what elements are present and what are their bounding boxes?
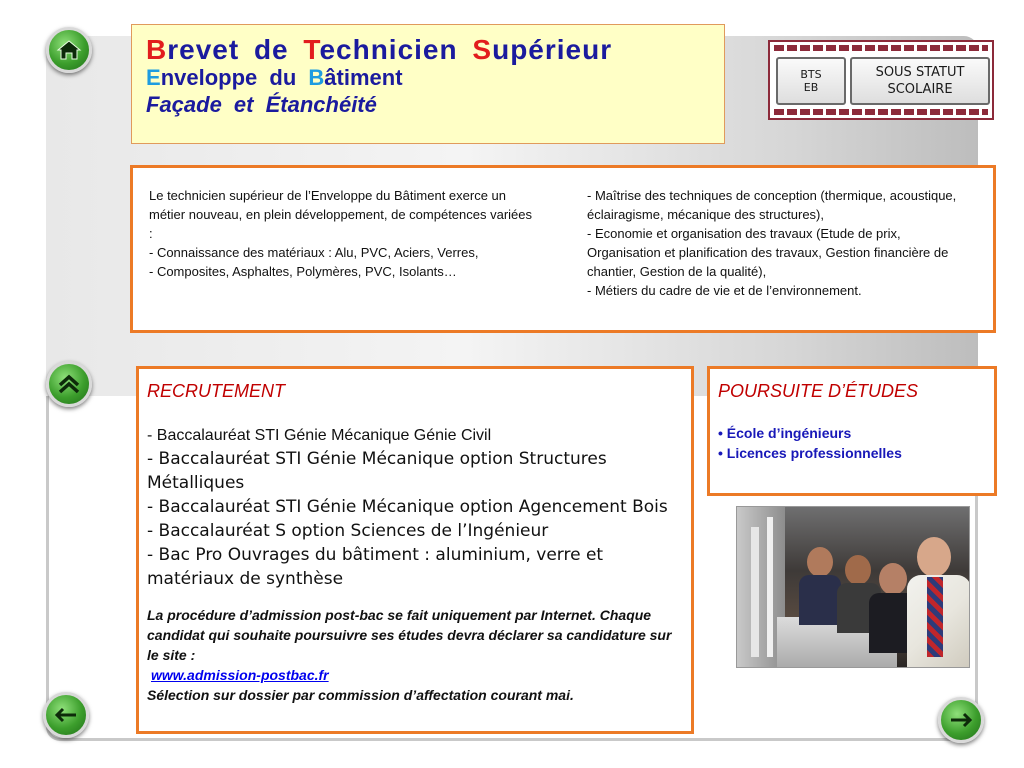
recrutement-item: - Baccalauréat STI Génie Mécanique option Agencement Bois <box>147 497 668 517</box>
film-strip-top <box>774 45 988 51</box>
title-line-1: Brevet de Technicien Supérieur <box>146 34 613 65</box>
next-button[interactable] <box>938 697 984 743</box>
intro-paragraph: Le technicien supérieur de l’Enveloppe du Bâtiment exerce un métier nouveau, en plein développement, de compétences variées : <box>149 188 533 241</box>
scroll-top-button[interactable] <box>46 361 92 407</box>
intro-right-column <box>587 186 977 312</box>
arrow-right-icon <box>947 706 975 734</box>
photo-pipe <box>751 527 759 657</box>
recrutement-item: - Baccalauréat STI Génie Mécanique Génie Civil <box>147 427 492 444</box>
photo-person-body <box>799 575 841 625</box>
poursuite-item: • École d’ingénieurs <box>718 425 852 441</box>
poursuite-etudes-box <box>707 366 997 496</box>
poursuite-list <box>718 423 986 463</box>
title-box <box>131 24 725 144</box>
workshop-photo <box>736 506 970 668</box>
recrutement-item: - Baccalauréat S option Sciences de l’Ingénieur <box>147 521 549 541</box>
program-badge <box>768 40 994 120</box>
bts-eb-badge: BTS EB <box>776 57 846 105</box>
double-chevron-up-icon <box>55 370 83 398</box>
admission-procedure-text: La procédure d’admission post-bac se fait uniquement par Internet. Chaque candidat qui souhaite poursuivre ses études devra déclarer sa candidature sur le site : <box>147 607 672 663</box>
intro-item: - Métiers du cadre de vie et de l’environnement. <box>587 283 862 298</box>
poursuite-item: • Licences professionnelles <box>718 445 902 461</box>
arrow-left-icon <box>52 701 80 729</box>
previous-button[interactable] <box>43 692 89 738</box>
title-line-3: Façade et Étanchéité <box>146 92 377 117</box>
photo-person <box>807 547 833 577</box>
selection-text: Sélection sur dossier par commission d’affectation courant mai. <box>147 687 574 703</box>
recrutement-item: - Baccalauréat STI Génie Mécanique option Structures Métalliques <box>147 449 607 493</box>
photo-person <box>845 555 871 585</box>
intro-item: - Connaissance des matériaux : Alu, PVC, Aciers, Verres, <box>149 245 479 260</box>
poursuite-heading: POURSUITE D’ÉTUDES <box>718 381 919 401</box>
photo-scarf <box>927 577 943 657</box>
statut-scolaire-badge: SOUS STATUT SCOLAIRE <box>850 57 990 105</box>
intro-box <box>130 165 996 333</box>
title-line-2: Enveloppe du Bâtiment <box>146 65 403 90</box>
film-strip-bottom <box>774 109 988 115</box>
home-button[interactable] <box>46 27 92 73</box>
home-icon <box>55 36 83 64</box>
photo-teacher <box>917 537 951 577</box>
intro-item: - Composites, Asphaltes, Polymères, PVC, Isolants… <box>149 264 457 279</box>
recrutement-box <box>136 366 694 734</box>
intro-item: - Maîtrise des techniques de conception (thermique, acoustique, éclairagisme, mécanique des structures), <box>587 188 957 222</box>
intro-left-column <box>149 186 539 312</box>
recrutement-heading: RECRUTEMENT <box>147 381 285 401</box>
recrutement-item: - Bac Pro Ouvrages du bâtiment : aluminium, verre et matériaux de synthèse <box>147 545 604 589</box>
admission-postbac-link[interactable]: www.admission-postbac.fr <box>151 667 329 683</box>
photo-pipe <box>767 517 773 657</box>
intro-item: - Economie et organisation des travaux (Etude de prix, Organisation et planification des travaux, Gestion financière de chantier, Gestion de la qualité), <box>587 226 949 279</box>
photo-person <box>879 563 907 595</box>
